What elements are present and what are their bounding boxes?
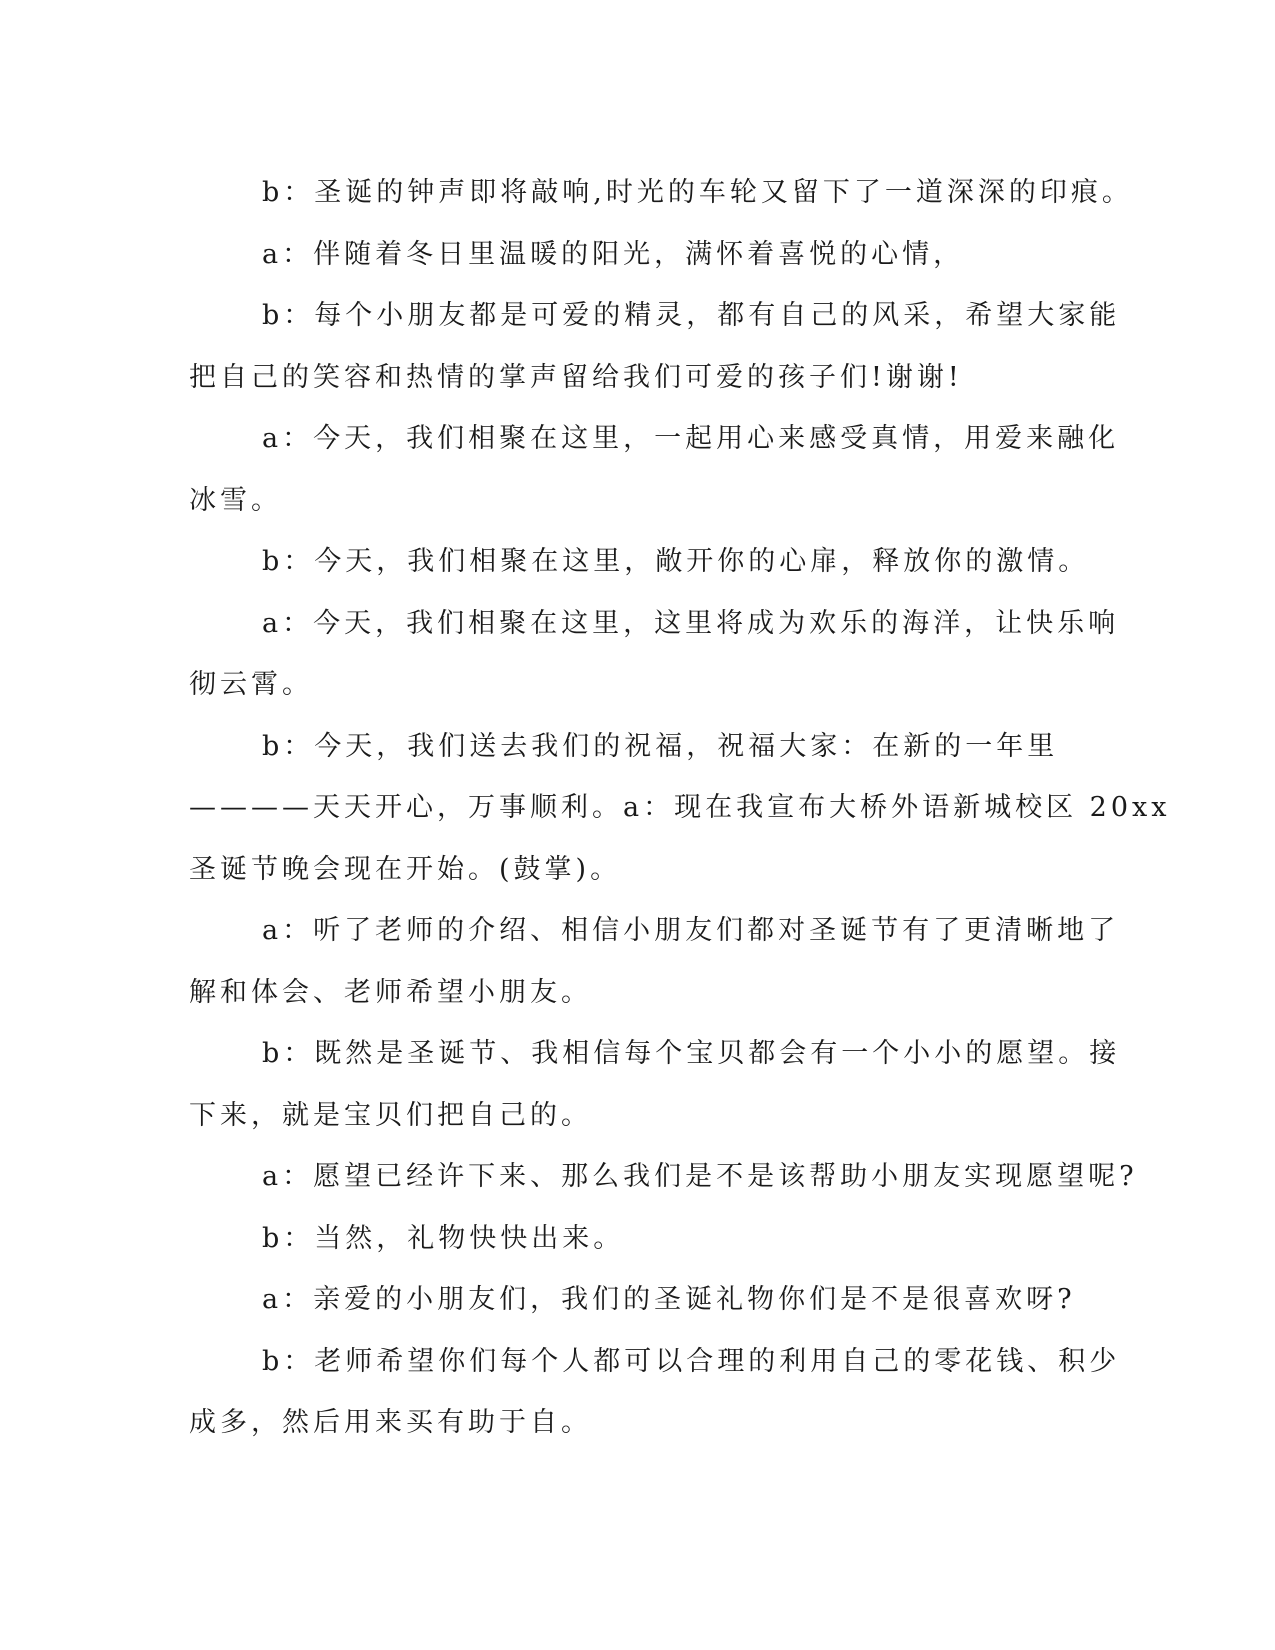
text-line: b：圣诞的钟声即将敲响,时光的车轮又留下了一道深深的印痕。	[262, 177, 1133, 208]
text-line: 解和体会、老师希望小朋友。	[189, 976, 592, 1008]
text-line: a：伴随着冬日里温暖的阳光，满怀着喜悦的心情，	[262, 238, 965, 270]
text-line: a：听了老师的介绍、相信小朋友们都对圣诞节有了更清晰地了	[262, 915, 1120, 946]
text-line: b：每个小朋友都是可爱的精灵，都有自己的风采，希望大家能	[262, 300, 1121, 331]
text-line: b：今天，我们相聚在这里，敞开你的心扉，释放你的激情。	[262, 546, 1090, 577]
document-body	[189, 162, 1171, 1454]
text-line: b：今天，我们送去我们的祝福，祝福大家：在新的一年里	[262, 730, 1059, 762]
text-line: a：亲爱的小朋友们，我们的圣诞礼物你们是不是很喜欢呀?	[262, 1284, 1076, 1315]
text-line: a：愿望已经许下来、那么我们是不是该帮助小朋友实现愿望呢?	[262, 1161, 1138, 1192]
text-line: 下来，就是宝贝们把自己的。	[189, 1099, 592, 1131]
text-line: b：当然，礼物快快出来。	[262, 1222, 625, 1254]
text-line: 圣诞节晚会现在开始。(鼓掌)。	[189, 853, 622, 885]
text-line: b：既然是圣诞节、我相信每个宝贝都会有一个小小的愿望。接	[262, 1038, 1121, 1069]
text-line: 把自己的笑容和热情的掌声留给我们可爱的孩子们!谢谢!	[189, 361, 963, 393]
text-line: a：今天，我们相聚在这里，一起用心来感受真情，用爱来融化	[262, 423, 1120, 454]
text-line: ————天天开心，万事顺利。a：现在我宣布大桥外语新城校区 20xx	[189, 792, 1171, 823]
text-line: a：今天，我们相聚在这里，这里将成为欢乐的海洋，让快乐响	[262, 607, 1120, 639]
text-line: 彻云霄。	[189, 669, 313, 700]
text-line: b：老师希望你们每个人都可以合理的利用自己的零花钱、积少	[262, 1345, 1121, 1377]
text-line: 冰雪。	[189, 484, 282, 516]
text-line: 成多，然后用来买有助于自。	[189, 1407, 592, 1438]
